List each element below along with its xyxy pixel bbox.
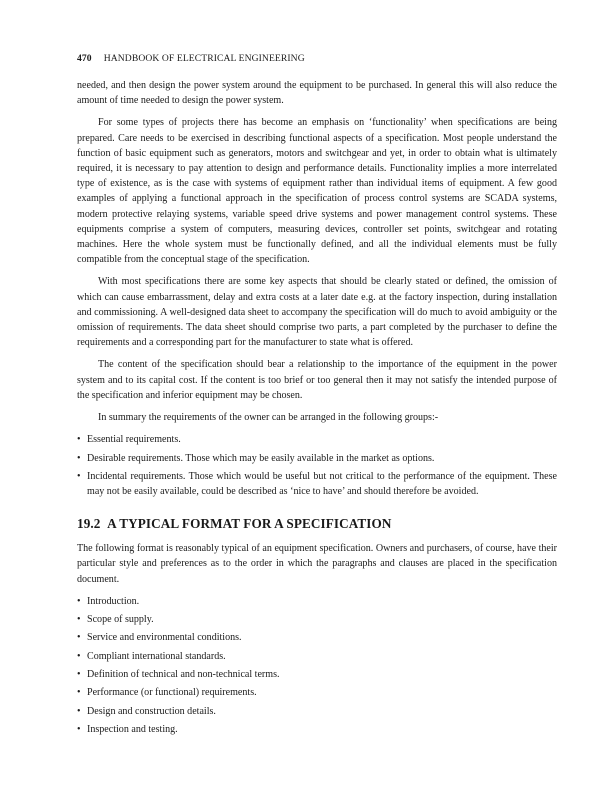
bullet-icon: •	[77, 705, 81, 717]
bullet-icon: •	[77, 650, 81, 662]
list-item: • Design and construction details.	[77, 704, 557, 719]
running-header	[77, 52, 557, 66]
bullet-icon: •	[77, 434, 81, 446]
list-item: • Incidental requirements. Those which would be useful but not critical to the performance of the equipment. These may not be easily available, could be described as ‘nice to have’ and should therefore be avoided.	[77, 470, 557, 498]
bullet-icon: •	[77, 632, 81, 644]
paragraph-key-aspects: With most specifications there are some key aspects that should be clearly stated or defined, the omission of which can cause embarrassment, delay and extra costs at a later date e.g. at the factory inspection, during installation and commissioning. A well-designed data sheet to accompany the specification will do much to avoid ambiguity or the omission of requirements. The data sheet should comprise two parts, a part completed by the purchaser to define the requirements and a corresponding part for the manufacturer to state what is offered.	[77, 276, 557, 349]
list-item: • Definition of technical and non-technical terms.	[77, 667, 557, 682]
list-item: • Introduction.	[77, 594, 557, 609]
owner-requirements-list	[77, 432, 557, 499]
page-number: 470	[77, 53, 92, 64]
paragraph-functionality: For some types of projects there has become an emphasis on ‘functionality’ when specifications are being prepared. Care needs to be exercised in describing functional aspects of a specification. Most people understand the function of basic equipment such as generators, motors and switchgear and yet, in order to obtain what is ultimately required, it is necessary to pay attention to design and performance details. Functionality implies a more interrelated type of existence, as is the case with systems of equipment rather than individual items of equipment. A few good examples of applying a functional approach in the specification of process control systems are SCADA systems, modern protective relaying systems, variable speed drive systems and power management control systems. These equipments comprise a system of computers, measuring devices, controller set points, switchgear and rotating machines. Here the whole system must be functionally defined, and all the individual elements must be fully compatible from the conceptual stage of the specification.	[77, 117, 557, 266]
list-item: • Inspection and testing.	[77, 722, 557, 737]
specification-format-list	[77, 594, 557, 737]
section-number: 19.2	[77, 516, 101, 532]
list-item: • Desirable requirements. Those which may be easily available in the market as options.	[77, 451, 557, 466]
book-page	[77, 52, 557, 740]
bullet-icon: •	[77, 452, 81, 464]
bullet-icon: •	[77, 595, 81, 607]
section-intro-paragraph: The following format is reasonably typical of an equipment specification. Owners and purchasers, of course, have their particular style and preferences as to the order in which the paragraphs and clauses are placed in the specification document.	[77, 543, 557, 585]
paragraph-content: The content of the specification should bear a relationship to the importance of the equipment in the power system and to its capital cost. If the content is too brief or too general then it may not satisfy the intended purpose of the specification and inferior equipment may be chosen.	[77, 359, 557, 401]
bullet-icon: •	[77, 669, 81, 681]
list-item: • Scope of supply.	[77, 612, 557, 627]
section-title: A TYPICAL FORMAT FOR A SPECIFICATION	[107, 516, 392, 532]
bullet-icon: •	[77, 723, 81, 735]
section-heading	[77, 515, 557, 533]
paragraph-summary: In summary the requirements of the owner can be arranged in the following groups:-	[98, 412, 439, 424]
bullet-icon: •	[77, 470, 81, 482]
list-item: • Performance (or functional) requirements.	[77, 685, 557, 700]
bullet-icon: •	[77, 687, 81, 699]
list-item: • Essential requirements.	[77, 432, 557, 447]
list-item: • Service and environmental conditions.	[77, 630, 557, 645]
list-item: • Compliant international standards.	[77, 649, 557, 664]
running-title: HANDBOOK OF ELECTRICAL ENGINEERING	[103, 53, 305, 64]
bullet-icon: •	[77, 614, 81, 626]
paragraph-continuation: needed, and then design the power system around the equipment to be purchased. In general this will also reduce the amount of time needed to design the power system.	[77, 80, 557, 107]
